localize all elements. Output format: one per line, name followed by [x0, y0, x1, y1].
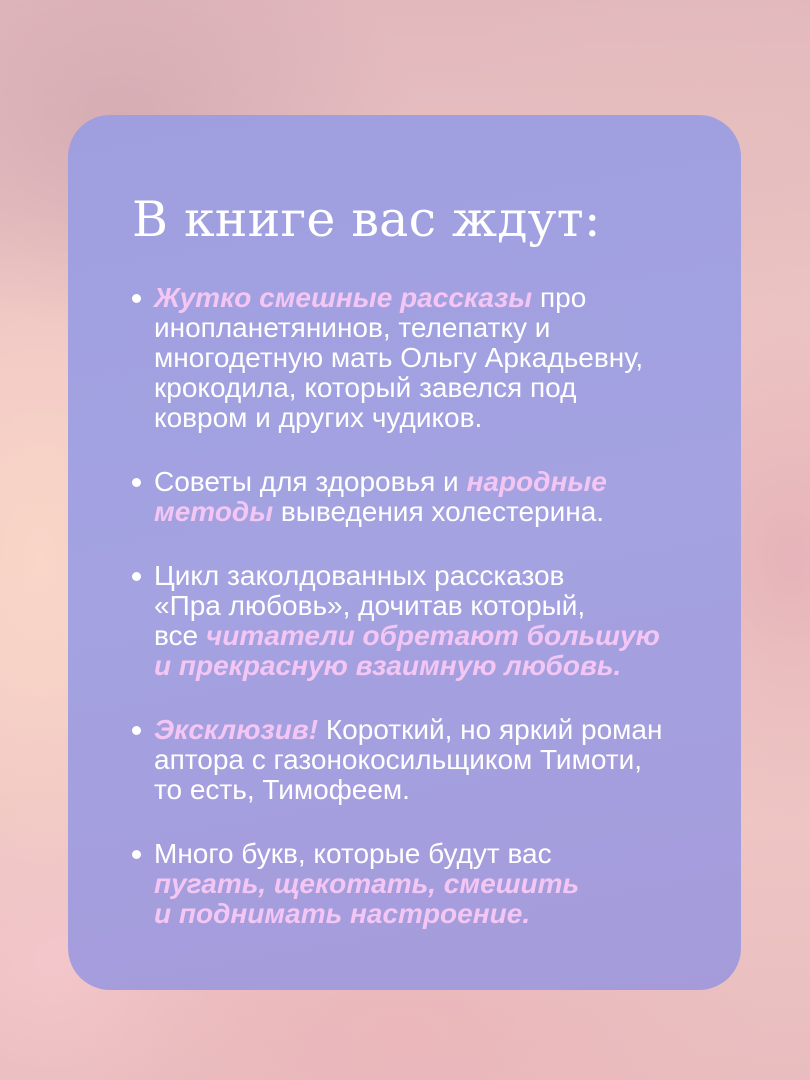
body-text: многодетную мать Ольгу Аркадьевну, — [154, 341, 644, 373]
highlight-text: читатели обретают большую — [205, 619, 660, 651]
text-line — [154, 591, 734, 621]
body-text: аптора с газонокосильщиком Тимоти, — [154, 743, 643, 775]
text-line — [154, 651, 734, 681]
highlight-text: и прекрасную взаимную любовь. — [154, 649, 622, 681]
text-line — [154, 561, 734, 591]
body-text: «Пра любовь», дочитав который, — [154, 589, 586, 621]
text-line — [154, 343, 734, 373]
body-text: Советы для здоровья и — [154, 465, 467, 497]
highlight-text: Эксклюзив! — [154, 713, 319, 745]
highlight-text: и поднимать настроение. — [154, 897, 531, 929]
text-line — [154, 497, 734, 527]
bullet-icon — [132, 850, 141, 859]
text-line — [154, 403, 734, 433]
text-line — [154, 621, 734, 651]
bullet-icon — [132, 294, 141, 303]
card-title: В книге вас ждут: — [132, 191, 601, 248]
text-line — [154, 313, 734, 343]
text-line — [154, 899, 734, 929]
body-text: Короткий, но яркий роман — [318, 713, 663, 745]
body-text: крокодила, который завелся под — [154, 371, 577, 403]
highlight-text: Жутко смешные рассказы — [154, 281, 533, 313]
text-line — [154, 839, 734, 869]
bullet-icon — [132, 726, 141, 735]
body-text: Цикл заколдованных рассказов — [154, 559, 565, 591]
text-line — [154, 745, 734, 775]
bullet-icon — [132, 478, 141, 487]
highlight-text: пугать, щекотать, смешить — [154, 867, 580, 899]
content-card — [68, 115, 741, 990]
body-text: Много букв, которые будут вас — [154, 837, 552, 869]
list-item — [132, 715, 734, 805]
list-item — [132, 839, 734, 929]
list-item — [132, 283, 734, 433]
text-line — [154, 775, 734, 805]
text-line — [154, 283, 734, 313]
highlight-text: методы — [154, 495, 274, 527]
text-line — [154, 869, 734, 899]
list-item — [132, 467, 734, 527]
list-item — [132, 561, 734, 681]
highlight-text: народные — [466, 465, 607, 497]
body-text: выведения холестерина. — [273, 495, 605, 527]
text-line — [154, 373, 734, 403]
body-text: то есть, Тимофеем. — [154, 773, 410, 805]
text-line — [154, 715, 734, 745]
body-text: ковром и других чудиков. — [154, 401, 483, 433]
bullet-icon — [132, 572, 141, 581]
body-text: инопланетянинов, телепатку и — [154, 311, 551, 343]
text-line — [154, 467, 734, 497]
feature-list — [132, 283, 741, 929]
body-text: про — [532, 281, 587, 313]
body-text: все — [154, 619, 206, 651]
